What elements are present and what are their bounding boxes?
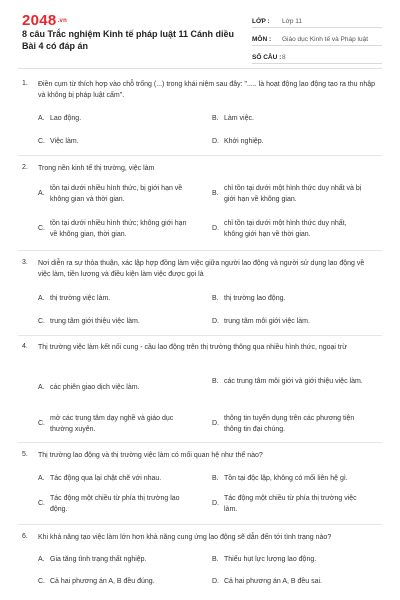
logo-text: 2048 xyxy=(22,12,57,29)
option-label: C. xyxy=(38,500,45,508)
option-d[interactable] xyxy=(212,494,366,515)
option-label: D. xyxy=(212,318,219,325)
question-divider xyxy=(18,335,382,336)
option-b[interactable] xyxy=(212,184,366,205)
option-text: Cả hai phương án A, B đều đúng. xyxy=(50,578,155,585)
info-value: Lớp 11 xyxy=(282,18,303,25)
option-label: B. xyxy=(212,190,219,198)
option-c[interactable] xyxy=(38,317,192,328)
option-b[interactable] xyxy=(212,555,366,566)
option-a[interactable] xyxy=(38,474,192,485)
option-label: B. xyxy=(212,556,219,563)
option-c[interactable] xyxy=(38,414,192,435)
option-text: Tồn tại độc lập, không có mối liên hệ gì. xyxy=(224,475,348,482)
page-header xyxy=(0,0,400,70)
option-label: A. xyxy=(38,475,45,482)
option-b[interactable] xyxy=(212,474,366,485)
option-text: tồn tại dưới nhiều hình thức, bị giới hạn về không gian và thời gian. xyxy=(50,185,183,203)
site-logo[interactable] xyxy=(22,12,67,29)
info-key: SỐ CÂU : xyxy=(252,54,282,61)
option-text: Làm việc. xyxy=(224,115,254,122)
header-divider xyxy=(18,68,382,69)
option-text: chỉ tồn tại dưới một hình thức duy nhất và bị giới hạn về không gian. xyxy=(224,185,362,203)
info-row-class xyxy=(252,14,382,28)
option-label: C. xyxy=(38,138,45,145)
question-divider xyxy=(18,442,382,443)
question-text: Khi khả năng tạo việc làm lớn hơn khả năng cung ứng lao động sẽ dẫn đến tới tình trạng nào? xyxy=(38,534,332,541)
question-divider xyxy=(18,250,382,251)
question-text: Thị trường việc làm kết nối cung - cầu lao động trên thị trường thông qua nhiều hình thức, ngoại trừ xyxy=(38,344,347,351)
info-value: 8 xyxy=(282,54,286,61)
document-title: 8 câu Trắc nghiệm Kinh tế pháp luật 11 Cánh diều Bài 4 có đáp án xyxy=(22,29,235,51)
option-text: trung tâm môi giới việc làm. xyxy=(224,318,310,325)
question-text: Nơi diễn ra sự thỏa thuận, xác lập hợp đồng làm việc giữa người lao động và người sử dụng lao động về việc làm, tiền lương và điều kiện làm việc được gọi là xyxy=(38,260,365,278)
option-text: tồn tại dưới nhiều hình thức; không giới hạn về không gian, thời gian. xyxy=(50,220,187,238)
option-label: B. xyxy=(212,295,219,302)
question-number: 4. xyxy=(22,343,28,350)
option-label: C. xyxy=(38,578,45,585)
question-text: Thị trường lao động và thị trường việc làm có mối quan hệ như thế nào? xyxy=(38,452,263,459)
option-label: D. xyxy=(212,420,219,428)
option-label: A. xyxy=(38,295,45,302)
option-label: D. xyxy=(212,138,219,145)
info-value: Giáo dục Kinh tế và Pháp luật xyxy=(282,36,369,43)
option-b[interactable] xyxy=(212,377,366,388)
option-c[interactable] xyxy=(38,577,192,588)
option-text: Thiếu hụt lực lượng lao động. xyxy=(224,556,317,563)
option-label: B. xyxy=(212,378,219,385)
option-label: A. xyxy=(38,115,45,122)
option-d[interactable] xyxy=(212,414,366,435)
option-text: Khởi nghiệp. xyxy=(224,138,264,145)
option-a[interactable] xyxy=(38,114,192,125)
option-text: các phiên giao dịch việc làm. xyxy=(50,384,140,391)
option-label: D. xyxy=(212,578,219,585)
option-label: D. xyxy=(212,500,219,508)
option-text: thị trường việc làm. xyxy=(50,295,111,302)
option-a[interactable] xyxy=(38,555,192,566)
question-number: 1. xyxy=(22,80,28,87)
option-text: trung tâm giới thiệu việc làm. xyxy=(50,318,140,325)
option-d[interactable] xyxy=(212,577,366,588)
option-b[interactable] xyxy=(212,294,366,305)
question-number: 5. xyxy=(22,451,28,458)
option-a[interactable] xyxy=(38,294,192,305)
question-text: Điền cụm từ thích hợp vào chỗ trống (...) trong khái niệm sau đây: "..... là hoạt động lao động tạo ra thu nhập và không bị pháp luật cấm". xyxy=(38,81,376,99)
option-d[interactable] xyxy=(212,219,366,240)
option-text: chỉ tồn tại dưới một hình thức duy nhất, không giới hạn về thời gian. xyxy=(224,220,347,238)
option-label: C. xyxy=(38,318,45,325)
option-a[interactable] xyxy=(38,184,192,205)
option-d[interactable] xyxy=(212,317,366,328)
option-c[interactable] xyxy=(38,494,192,515)
option-label: C. xyxy=(38,225,45,233)
option-text: Cả hai phương án A, B đều sai. xyxy=(224,578,323,585)
option-text: Lao động. xyxy=(50,115,82,122)
question-number: 6. xyxy=(22,533,28,540)
option-label: B. xyxy=(212,475,219,482)
option-d[interactable] xyxy=(212,137,366,148)
question-divider xyxy=(18,524,382,525)
option-label: B. xyxy=(212,115,219,122)
question-number: 2. xyxy=(22,164,28,171)
info-panel xyxy=(252,14,382,68)
option-text: Tác động một chiều từ phía thị trường lao động. xyxy=(50,495,180,513)
option-text: Gia tăng tình trạng thất nghiệp. xyxy=(50,556,147,563)
option-label: A. xyxy=(38,190,45,198)
info-key: LỚP : xyxy=(252,18,270,25)
option-label: A. xyxy=(38,384,45,391)
option-text: thông tin tuyển dụng trên các phương tiện thông tin đại chúng. xyxy=(224,415,355,433)
option-text: thị trường lao động. xyxy=(224,295,286,302)
option-c[interactable] xyxy=(38,219,192,240)
option-a[interactable] xyxy=(38,383,192,394)
option-text: mở các trung tâm dạy nghề và giáo dục thường xuyên. xyxy=(50,415,174,433)
option-text: Tác động qua lại chặt chẽ với nhau. xyxy=(50,475,162,482)
option-text: Tác động một chiều từ phía thị trường việc làm. xyxy=(224,495,357,513)
info-key: MÔN : xyxy=(252,36,272,43)
info-row-subject xyxy=(252,32,382,46)
option-text: các trung tâm môi giới và giới thiệu việc làm. xyxy=(224,378,363,385)
option-b[interactable] xyxy=(212,114,366,125)
option-label: A. xyxy=(38,556,45,563)
question-text: Trong nền kinh tế thị trường, việc làm xyxy=(38,165,155,172)
info-row-count xyxy=(252,50,382,64)
option-label: D. xyxy=(212,225,219,233)
question-divider xyxy=(18,155,382,156)
option-c[interactable] xyxy=(38,137,192,148)
logo-suffix: .vn xyxy=(57,18,68,25)
option-text: Việc làm. xyxy=(50,138,79,145)
question-number: 3. xyxy=(22,259,28,266)
option-label: C. xyxy=(38,420,45,428)
